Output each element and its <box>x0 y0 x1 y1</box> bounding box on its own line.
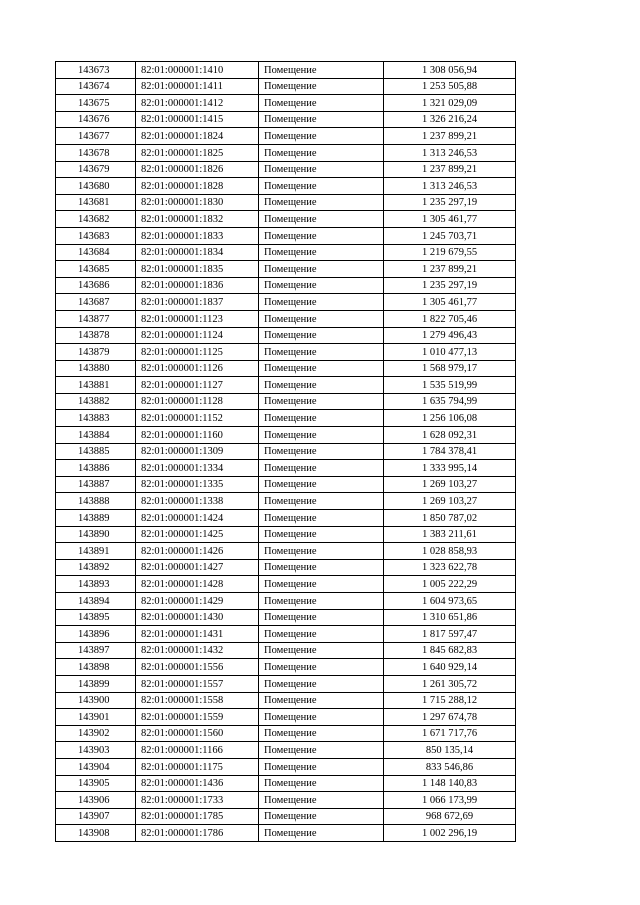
object-type-cell: Помещение <box>259 344 384 361</box>
table-row <box>56 792 516 809</box>
cadastral-number-cell: 82:01:000001:1334 <box>136 460 259 477</box>
row-id-cell: 143906 <box>56 792 136 809</box>
cadastral-number-cell: 82:01:000001:1426 <box>136 543 259 560</box>
object-type-cell: Помещение <box>259 493 384 510</box>
table-row <box>56 294 516 311</box>
row-id-cell: 143901 <box>56 709 136 726</box>
table-body <box>56 62 516 842</box>
cadastral-value-cell: 1 822 705,46 <box>384 310 516 327</box>
row-id-cell: 143903 <box>56 742 136 759</box>
table-row <box>56 277 516 294</box>
cadastral-value-cell: 1 321 029,09 <box>384 95 516 112</box>
cadastral-number-cell: 82:01:000001:1830 <box>136 194 259 211</box>
table-row <box>56 244 516 261</box>
table-row <box>56 675 516 692</box>
table-row <box>56 460 516 477</box>
row-id-cell: 143892 <box>56 559 136 576</box>
table-row <box>56 261 516 278</box>
cadastral-number-cell: 82:01:000001:1826 <box>136 161 259 178</box>
table-row <box>56 78 516 95</box>
cadastral-value-cell: 1 237 899,21 <box>384 161 516 178</box>
row-id-cell: 143885 <box>56 443 136 460</box>
cadastral-value-cell: 1 253 505,88 <box>384 78 516 95</box>
table-row <box>56 410 516 427</box>
cadastral-value-cell: 1 305 461,77 <box>384 211 516 228</box>
object-type-cell: Помещение <box>259 510 384 527</box>
cadastral-value-cell: 1 535 519,99 <box>384 377 516 394</box>
object-type-cell: Помещение <box>259 609 384 626</box>
object-type-cell: Помещение <box>259 626 384 643</box>
cadastral-value-cell: 1 148 140,83 <box>384 775 516 792</box>
object-type-cell: Помещение <box>259 327 384 344</box>
object-type-cell: Помещение <box>259 460 384 477</box>
cadastral-number-cell: 82:01:000001:1411 <box>136 78 259 95</box>
table-row <box>56 476 516 493</box>
cadastral-value-cell: 1 237 899,21 <box>384 128 516 145</box>
object-type-cell: Помещение <box>259 310 384 327</box>
object-type-cell: Помещение <box>259 78 384 95</box>
row-id-cell: 143879 <box>56 344 136 361</box>
table-row <box>56 659 516 676</box>
table-row <box>56 758 516 775</box>
row-id-cell: 143893 <box>56 576 136 593</box>
cadastral-number-cell: 82:01:000001:1559 <box>136 709 259 726</box>
cadastral-number-cell: 82:01:000001:1126 <box>136 360 259 377</box>
object-type-cell: Помещение <box>259 808 384 825</box>
cadastral-value-cell: 1 817 597,47 <box>384 626 516 643</box>
cadastral-number-cell: 82:01:000001:1836 <box>136 277 259 294</box>
row-id-cell: 143675 <box>56 95 136 112</box>
object-type-cell: Помещение <box>259 543 384 560</box>
row-id-cell: 143677 <box>56 128 136 145</box>
cadastral-value-cell: 1 850 787,02 <box>384 510 516 527</box>
cadastral-value-cell: 1 297 674,78 <box>384 709 516 726</box>
row-id-cell: 143882 <box>56 393 136 410</box>
cadastral-number-cell: 82:01:000001:1431 <box>136 626 259 643</box>
cadastral-number-cell: 82:01:000001:1837 <box>136 294 259 311</box>
row-id-cell: 143680 <box>56 178 136 195</box>
object-type-cell: Помещение <box>259 775 384 792</box>
cadastral-number-cell: 82:01:000001:1427 <box>136 559 259 576</box>
object-type-cell: Помещение <box>259 178 384 195</box>
object-type-cell: Помещение <box>259 294 384 311</box>
table-row <box>56 825 516 842</box>
row-id-cell: 143889 <box>56 510 136 527</box>
cadastral-value-cell: 1 323 622,78 <box>384 559 516 576</box>
row-id-cell: 143674 <box>56 78 136 95</box>
cadastral-number-cell: 82:01:000001:1785 <box>136 808 259 825</box>
cadastral-number-cell: 82:01:000001:1825 <box>136 144 259 161</box>
cadastral-number-cell: 82:01:000001:1832 <box>136 211 259 228</box>
cadastral-number-cell: 82:01:000001:1560 <box>136 725 259 742</box>
table-row <box>56 178 516 195</box>
table-row <box>56 62 516 79</box>
cadastral-number-cell: 82:01:000001:1828 <box>136 178 259 195</box>
object-type-cell: Помещение <box>259 758 384 775</box>
cadastral-number-cell: 82:01:000001:1338 <box>136 493 259 510</box>
cadastral-value-cell: 1 279 496,43 <box>384 327 516 344</box>
object-type-cell: Помещение <box>259 211 384 228</box>
object-type-cell: Помещение <box>259 692 384 709</box>
cadastral-number-cell: 82:01:000001:1424 <box>136 510 259 527</box>
table-row <box>56 128 516 145</box>
cadastral-value-cell: 1 333 995,14 <box>384 460 516 477</box>
cadastral-number-cell: 82:01:000001:1166 <box>136 742 259 759</box>
cadastral-number-cell: 82:01:000001:1430 <box>136 609 259 626</box>
object-type-cell: Помещение <box>259 792 384 809</box>
row-id-cell: 143686 <box>56 277 136 294</box>
object-type-cell: Помещение <box>259 261 384 278</box>
row-id-cell: 143685 <box>56 261 136 278</box>
cadastral-number-cell: 82:01:000001:1786 <box>136 825 259 842</box>
cadastral-value-cell: 1 010 477,13 <box>384 344 516 361</box>
cadastral-value-cell: 1 313 246,53 <box>384 144 516 161</box>
object-type-cell: Помещение <box>259 277 384 294</box>
object-type-cell: Помещение <box>259 443 384 460</box>
table-row <box>56 327 516 344</box>
cadastral-value-cell: 1 269 103,27 <box>384 476 516 493</box>
row-id-cell: 143683 <box>56 227 136 244</box>
row-id-cell: 143878 <box>56 327 136 344</box>
table-row <box>56 642 516 659</box>
cadastral-number-cell: 82:01:000001:1124 <box>136 327 259 344</box>
cadastral-number-cell: 82:01:000001:1432 <box>136 642 259 659</box>
row-id-cell: 143679 <box>56 161 136 178</box>
row-id-cell: 143902 <box>56 725 136 742</box>
table-row <box>56 775 516 792</box>
object-type-cell: Помещение <box>259 95 384 112</box>
object-type-cell: Помещение <box>259 244 384 261</box>
table-row <box>56 227 516 244</box>
cadastral-value-cell: 1 305 461,77 <box>384 294 516 311</box>
object-type-cell: Помещение <box>259 227 384 244</box>
cadastral-value-cell: 833 546,86 <box>384 758 516 775</box>
cadastral-value-cell: 1 028 858,93 <box>384 543 516 560</box>
cadastral-number-cell: 82:01:000001:1152 <box>136 410 259 427</box>
cadastral-number-cell: 82:01:000001:1335 <box>136 476 259 493</box>
row-id-cell: 143888 <box>56 493 136 510</box>
cadastral-number-cell: 82:01:000001:1160 <box>136 427 259 444</box>
table-row <box>56 626 516 643</box>
cadastral-value-cell: 1 002 296,19 <box>384 825 516 842</box>
table-row <box>56 144 516 161</box>
cadastral-value-cell: 1 256 106,08 <box>384 410 516 427</box>
cadastral-number-cell: 82:01:000001:1429 <box>136 593 259 610</box>
object-type-cell: Помещение <box>259 194 384 211</box>
cadastral-number-cell: 82:01:000001:1833 <box>136 227 259 244</box>
row-id-cell: 143907 <box>56 808 136 825</box>
table-row <box>56 510 516 527</box>
row-id-cell: 143678 <box>56 144 136 161</box>
cadastral-value-cell: 1 635 794,99 <box>384 393 516 410</box>
table-row <box>56 526 516 543</box>
object-type-cell: Помещение <box>259 393 384 410</box>
row-id-cell: 143673 <box>56 62 136 79</box>
cadastral-number-cell: 82:01:000001:1834 <box>136 244 259 261</box>
table-row <box>56 742 516 759</box>
table-row <box>56 443 516 460</box>
table-row <box>56 161 516 178</box>
cadastral-number-cell: 82:01:000001:1733 <box>136 792 259 809</box>
cadastral-number-cell: 82:01:000001:1436 <box>136 775 259 792</box>
object-type-cell: Помещение <box>259 161 384 178</box>
cadastral-value-cell: 1 326 216,24 <box>384 111 516 128</box>
object-type-cell: Помещение <box>259 476 384 493</box>
table-row <box>56 111 516 128</box>
cadastral-number-cell: 82:01:000001:1410 <box>136 62 259 79</box>
row-id-cell: 143884 <box>56 427 136 444</box>
table-row <box>56 194 516 211</box>
object-type-cell: Помещение <box>259 427 384 444</box>
table-row <box>56 493 516 510</box>
cadastral-number-cell: 82:01:000001:1824 <box>136 128 259 145</box>
cadastral-value-cell: 1 628 092,31 <box>384 427 516 444</box>
table-row <box>56 95 516 112</box>
object-type-cell: Помещение <box>259 709 384 726</box>
object-type-cell: Помещение <box>259 659 384 676</box>
row-id-cell: 143904 <box>56 758 136 775</box>
table-row <box>56 543 516 560</box>
table-row <box>56 576 516 593</box>
cadastral-number-cell: 82:01:000001:1558 <box>136 692 259 709</box>
cadastral-number-cell: 82:01:000001:1428 <box>136 576 259 593</box>
object-type-cell: Помещение <box>259 675 384 692</box>
row-id-cell: 143887 <box>56 476 136 493</box>
cadastral-number-cell: 82:01:000001:1425 <box>136 526 259 543</box>
cadastral-number-cell: 82:01:000001:1309 <box>136 443 259 460</box>
row-id-cell: 143895 <box>56 609 136 626</box>
cadastral-value-cell: 1 219 679,55 <box>384 244 516 261</box>
cadastral-value-cell: 1 310 651,86 <box>384 609 516 626</box>
row-id-cell: 143896 <box>56 626 136 643</box>
row-id-cell: 143881 <box>56 377 136 394</box>
cadastral-number-cell: 82:01:000001:1128 <box>136 393 259 410</box>
object-type-cell: Помещение <box>259 144 384 161</box>
row-id-cell: 143894 <box>56 593 136 610</box>
table-row <box>56 593 516 610</box>
row-id-cell: 143898 <box>56 659 136 676</box>
object-type-cell: Помещение <box>259 825 384 842</box>
cadastral-value-cell: 1 845 682,83 <box>384 642 516 659</box>
cadastral-number-cell: 82:01:000001:1125 <box>136 344 259 361</box>
object-type-cell: Помещение <box>259 377 384 394</box>
cadastral-value-cell: 1 308 056,94 <box>384 62 516 79</box>
cadastral-number-cell: 82:01:000001:1557 <box>136 675 259 692</box>
table-row <box>56 609 516 626</box>
table-row <box>56 559 516 576</box>
cadastral-value-cell: 1 715 288,12 <box>384 692 516 709</box>
table-row <box>56 360 516 377</box>
cadastral-value-cell: 1 235 297,19 <box>384 194 516 211</box>
object-type-cell: Помещение <box>259 111 384 128</box>
row-id-cell: 143900 <box>56 692 136 709</box>
cadastral-number-cell: 82:01:000001:1556 <box>136 659 259 676</box>
cadastral-value-cell: 1 235 297,19 <box>384 277 516 294</box>
row-id-cell: 143905 <box>56 775 136 792</box>
row-id-cell: 143899 <box>56 675 136 692</box>
row-id-cell: 143684 <box>56 244 136 261</box>
table-row <box>56 344 516 361</box>
object-type-cell: Помещение <box>259 360 384 377</box>
row-id-cell: 143877 <box>56 310 136 327</box>
cadastral-value-cell: 1 671 717,76 <box>384 725 516 742</box>
row-id-cell: 143682 <box>56 211 136 228</box>
property-table <box>55 61 516 842</box>
row-id-cell: 143676 <box>56 111 136 128</box>
cadastral-number-cell: 82:01:000001:1412 <box>136 95 259 112</box>
cadastral-value-cell: 1 005 222,29 <box>384 576 516 593</box>
object-type-cell: Помещение <box>259 559 384 576</box>
table-row <box>56 310 516 327</box>
cadastral-number-cell: 82:01:000001:1835 <box>136 261 259 278</box>
cadastral-value-cell: 1 383 211,61 <box>384 526 516 543</box>
row-id-cell: 143886 <box>56 460 136 477</box>
cadastral-value-cell: 1 784 378,41 <box>384 443 516 460</box>
row-id-cell: 143883 <box>56 410 136 427</box>
cadastral-number-cell: 82:01:000001:1123 <box>136 310 259 327</box>
cadastral-number-cell: 82:01:000001:1175 <box>136 758 259 775</box>
object-type-cell: Помещение <box>259 128 384 145</box>
object-type-cell: Помещение <box>259 410 384 427</box>
object-type-cell: Помещение <box>259 725 384 742</box>
row-id-cell: 143681 <box>56 194 136 211</box>
cadastral-value-cell: 1 568 979,17 <box>384 360 516 377</box>
table-row <box>56 709 516 726</box>
row-id-cell: 143897 <box>56 642 136 659</box>
table-row <box>56 377 516 394</box>
row-id-cell: 143890 <box>56 526 136 543</box>
row-id-cell: 143908 <box>56 825 136 842</box>
cadastral-value-cell: 1 261 305,72 <box>384 675 516 692</box>
object-type-cell: Помещение <box>259 576 384 593</box>
cadastral-value-cell: 1 604 973,65 <box>384 593 516 610</box>
cadastral-value-cell: 850 135,14 <box>384 742 516 759</box>
row-id-cell: 143880 <box>56 360 136 377</box>
table-row <box>56 211 516 228</box>
cadastral-number-cell: 82:01:000001:1127 <box>136 377 259 394</box>
object-type-cell: Помещение <box>259 62 384 79</box>
cadastral-value-cell: 968 672,69 <box>384 808 516 825</box>
row-id-cell: 143891 <box>56 543 136 560</box>
cadastral-value-cell: 1 640 929,14 <box>384 659 516 676</box>
cadastral-value-cell: 1 313 246,53 <box>384 178 516 195</box>
object-type-cell: Помещение <box>259 593 384 610</box>
table-row <box>56 725 516 742</box>
table-row <box>56 692 516 709</box>
table-row <box>56 808 516 825</box>
cadastral-value-cell: 1 269 103,27 <box>384 493 516 510</box>
object-type-cell: Помещение <box>259 642 384 659</box>
cadastral-number-cell: 82:01:000001:1415 <box>136 111 259 128</box>
table-row <box>56 427 516 444</box>
row-id-cell: 143687 <box>56 294 136 311</box>
object-type-cell: Помещение <box>259 526 384 543</box>
cadastral-value-cell: 1 066 173,99 <box>384 792 516 809</box>
cadastral-value-cell: 1 245 703,71 <box>384 227 516 244</box>
cadastral-value-cell: 1 237 899,21 <box>384 261 516 278</box>
table-row <box>56 393 516 410</box>
object-type-cell: Помещение <box>259 742 384 759</box>
